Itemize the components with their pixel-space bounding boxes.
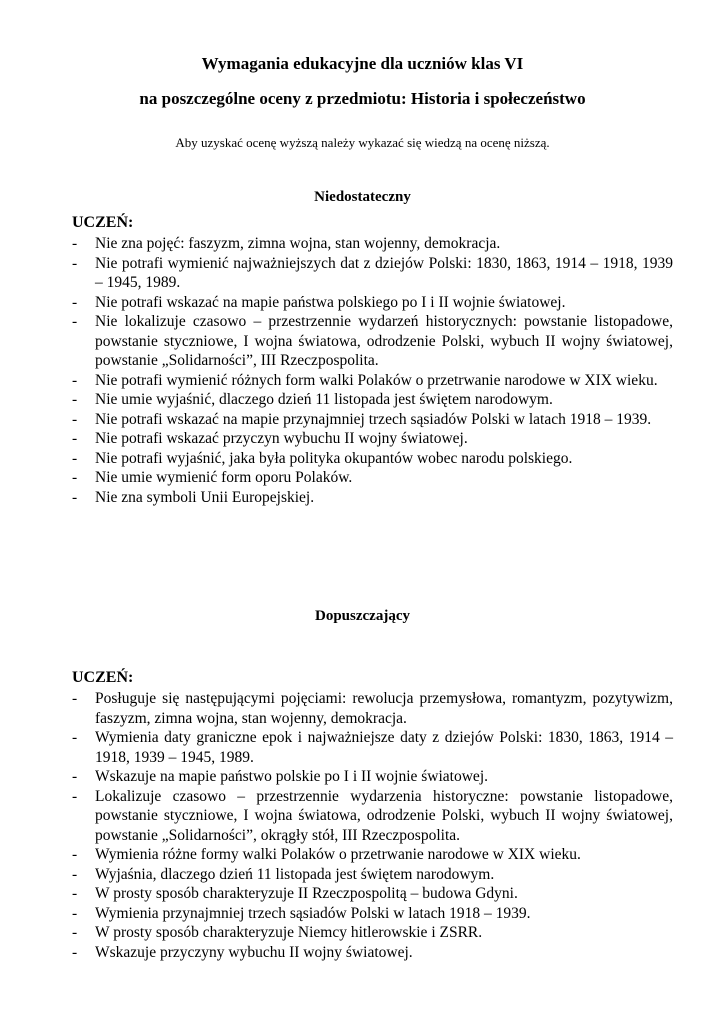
list-item: - W prosty sposób charakteryzuje II Rzeczpospolitą – budowa Gdyni. xyxy=(72,885,518,902)
student-label: UCZEŃ: xyxy=(72,214,134,231)
list-item: - Nie umie wymienić form oporu Polaków. xyxy=(72,469,353,486)
list-item: - Wymienia przynajmniej trzech sąsiadów Polski w latach 1918 – 1939. xyxy=(72,904,531,922)
list-item: - Wskazuje przyczyny wybuchu II wojny światowej. xyxy=(72,943,413,961)
document-subtitle: na poszczególne oceny z przedmiotu: Historia i społeczeństwo xyxy=(139,89,586,108)
list-item: - Nie potrafi wskazać na mapie przynajmniej trzech sąsiadów Polski w latach 1918 – 1939. xyxy=(72,410,652,428)
list-item: - Nie potrafi wskazać przyczyn wybuchu II wojny światowej. xyxy=(72,430,468,447)
list-item: - Nie zna pojęć: faszyzm, zimna wojna, stan wojenny, demokracja. xyxy=(72,235,501,252)
student-label: UCZEŃ: xyxy=(72,669,134,686)
section-heading-niedostateczny: Niedostateczny xyxy=(314,189,411,205)
section-dopuszczajacy xyxy=(72,668,673,962)
list-item: - Lokalizuje czasowo – przestrzennie wydarzenia historyczne: powstanie listopadowe, powstanie styczniowe, I wojna światowa, odrodzenie Polski, wybuch II wojny światowej, powstanie „Solidarności”, okrągły stół, III Rzeczpospolita. xyxy=(72,787,673,844)
list-item: - Wyjaśnia, dlaczego dzień 11 listopada jest świętem narodowym. xyxy=(72,865,495,883)
list-item: - Nie potrafi wskazać na mapie państwa polskiego po I i II wojnie światowej. xyxy=(72,293,566,311)
list-item: - Wskazuje na mapie państwo polskie po I i II wojnie światowej. xyxy=(72,768,488,785)
document-title: Wymagania edukacyjne dla uczniów klas VI xyxy=(201,54,524,73)
list-item: - Nie potrafi wyjaśnić, jaka była polityka okupantów wobec narodu polskiego. xyxy=(72,449,573,467)
list-item: - Nie lokalizuje czasowo – przestrzennie wydarzeń historycznych: powstanie listopadowe, powstanie styczniowe, I wojna światowa, odrodzenie Polski, wybuch II wojny światowej, powstanie „Solidarności”, III Rzeczpospolita. xyxy=(72,313,673,369)
grading-note: Aby uzyskać ocenę wyższą należy wykazać się wiedzą na ocenę niższą. xyxy=(175,135,550,150)
section-niedostateczny xyxy=(72,213,673,507)
list-item: - W prosty sposób charakteryzuje Niemcy hitlerowskie i ZSRR. xyxy=(72,924,483,941)
list-item: - Nie potrafi wymienić różnych form walki Polaków o przetrwanie narodowe w XIX wieku. xyxy=(72,371,658,389)
section-heading-dopuszczajacy: Dopuszczający xyxy=(315,608,410,624)
requirements-list xyxy=(72,234,673,507)
list-item: - Nie potrafi wymienić najważniejszych dat z dziejów Polski: 1830, 1863, 1914 – 1918, 1939 – 1945, 1989. xyxy=(72,254,673,291)
list-item: - Nie zna symboli Unii Europejskiej. xyxy=(72,488,315,506)
list-item: - Nie umie wyjaśnić, dlaczego dzień 11 listopada jest świętem narodowym. xyxy=(72,391,553,408)
list-item: - Wymienia różne formy walki Polaków o przetrwanie narodowe w XIX wieku. xyxy=(72,846,581,863)
list-item: - Wymienia daty graniczne epok i najważniejsze daty z dziejów Polski: 1830, 1863, 1914 – 1918, 1939 – 1945, 1989. xyxy=(72,729,673,766)
requirements-list xyxy=(72,689,673,962)
list-item: - Posługuje się następującymi pojęciami: rewolucja przemysłowa, romantyzm, pozytywizm, faszyzm, zimna wojna, stan wojenny, demokracja. xyxy=(72,690,673,727)
